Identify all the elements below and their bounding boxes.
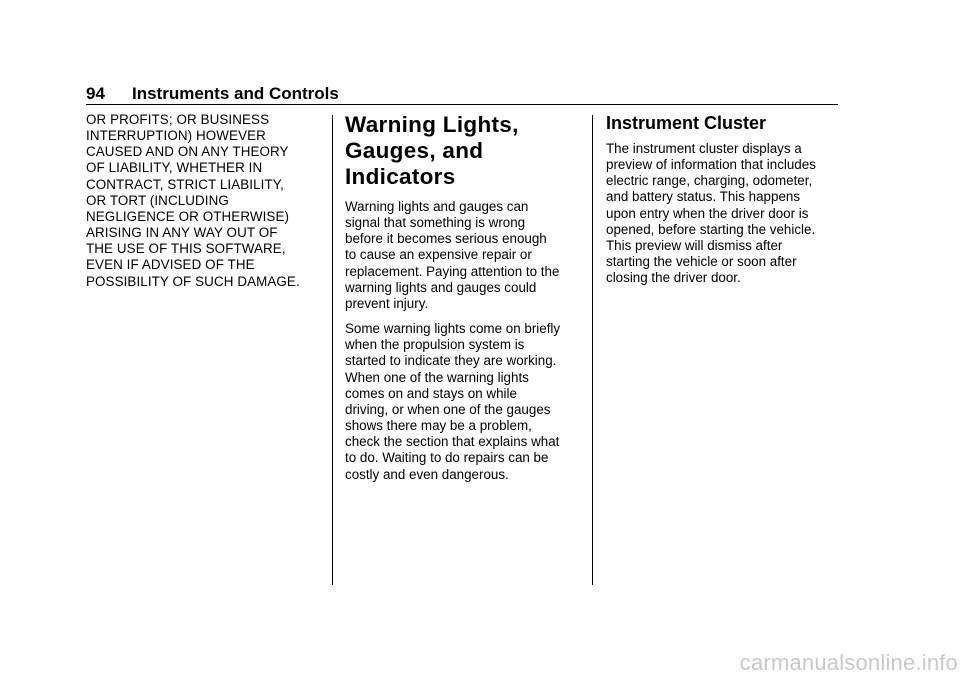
- page-number: 94: [86, 84, 105, 103]
- section-title-warning-lights: Warning Lights, Gauges, and Indicators: [345, 112, 519, 189]
- column-divider-right: [592, 115, 593, 585]
- column-right: [606, 112, 838, 286]
- section-title-instrument-cluster: Instrument Cluster: [606, 113, 767, 133]
- column-left: [86, 112, 318, 290]
- page-header: [86, 84, 838, 104]
- license-disclaimer-text: OR PROFITS; OR BUSINESS INTERRUPTION) HOWEVER CAUSED AND ON ANY THEORY OF LIABILITY, WHETHER IN CONTRACT, STRICT LIABILITY, OR TORT (INCLUDING NEGLIGENCE OR OTHERWISE) ARISING IN ANY WAY OUT OF THE USE OF THIS SOFTWARE, EVEN IF ADVISED OF THE POSSIBILITY OF SUCH DAMAGE.: [86, 112, 300, 289]
- warning-lights-paragraph-1: Warning lights and gauges can signal that something is wrong before it becomes serious enough to cause an expensive repair or replacement. Paying attention to the warning lights and gauges could prevent injury.: [345, 199, 560, 311]
- header-rule: [86, 104, 838, 105]
- instrument-cluster-paragraph: The instrument cluster displays a preview of information that includes electric range, charging, odometer, and battery status. This happens upon entry when the driver door is opened, before starting the vehicle. This preview will dismiss after starting the vehicle or soon after closing the driver door.: [606, 141, 816, 286]
- chapter-title: Instruments and Controls: [132, 84, 339, 103]
- watermark-text: carmanualsonline.info: [739, 650, 958, 675]
- warning-lights-paragraph-2: Some warning lights come on briefly when the propulsion system is started to indicate they are working. When one of the warning lights comes on and stays on while driving, or when one of the gauges shows there may be a problem, check the section that explains what to do. Waiting to do repairs can be costly and even dangerous.: [345, 321, 561, 482]
- column-middle: [345, 112, 581, 483]
- column-divider-left: [332, 115, 333, 585]
